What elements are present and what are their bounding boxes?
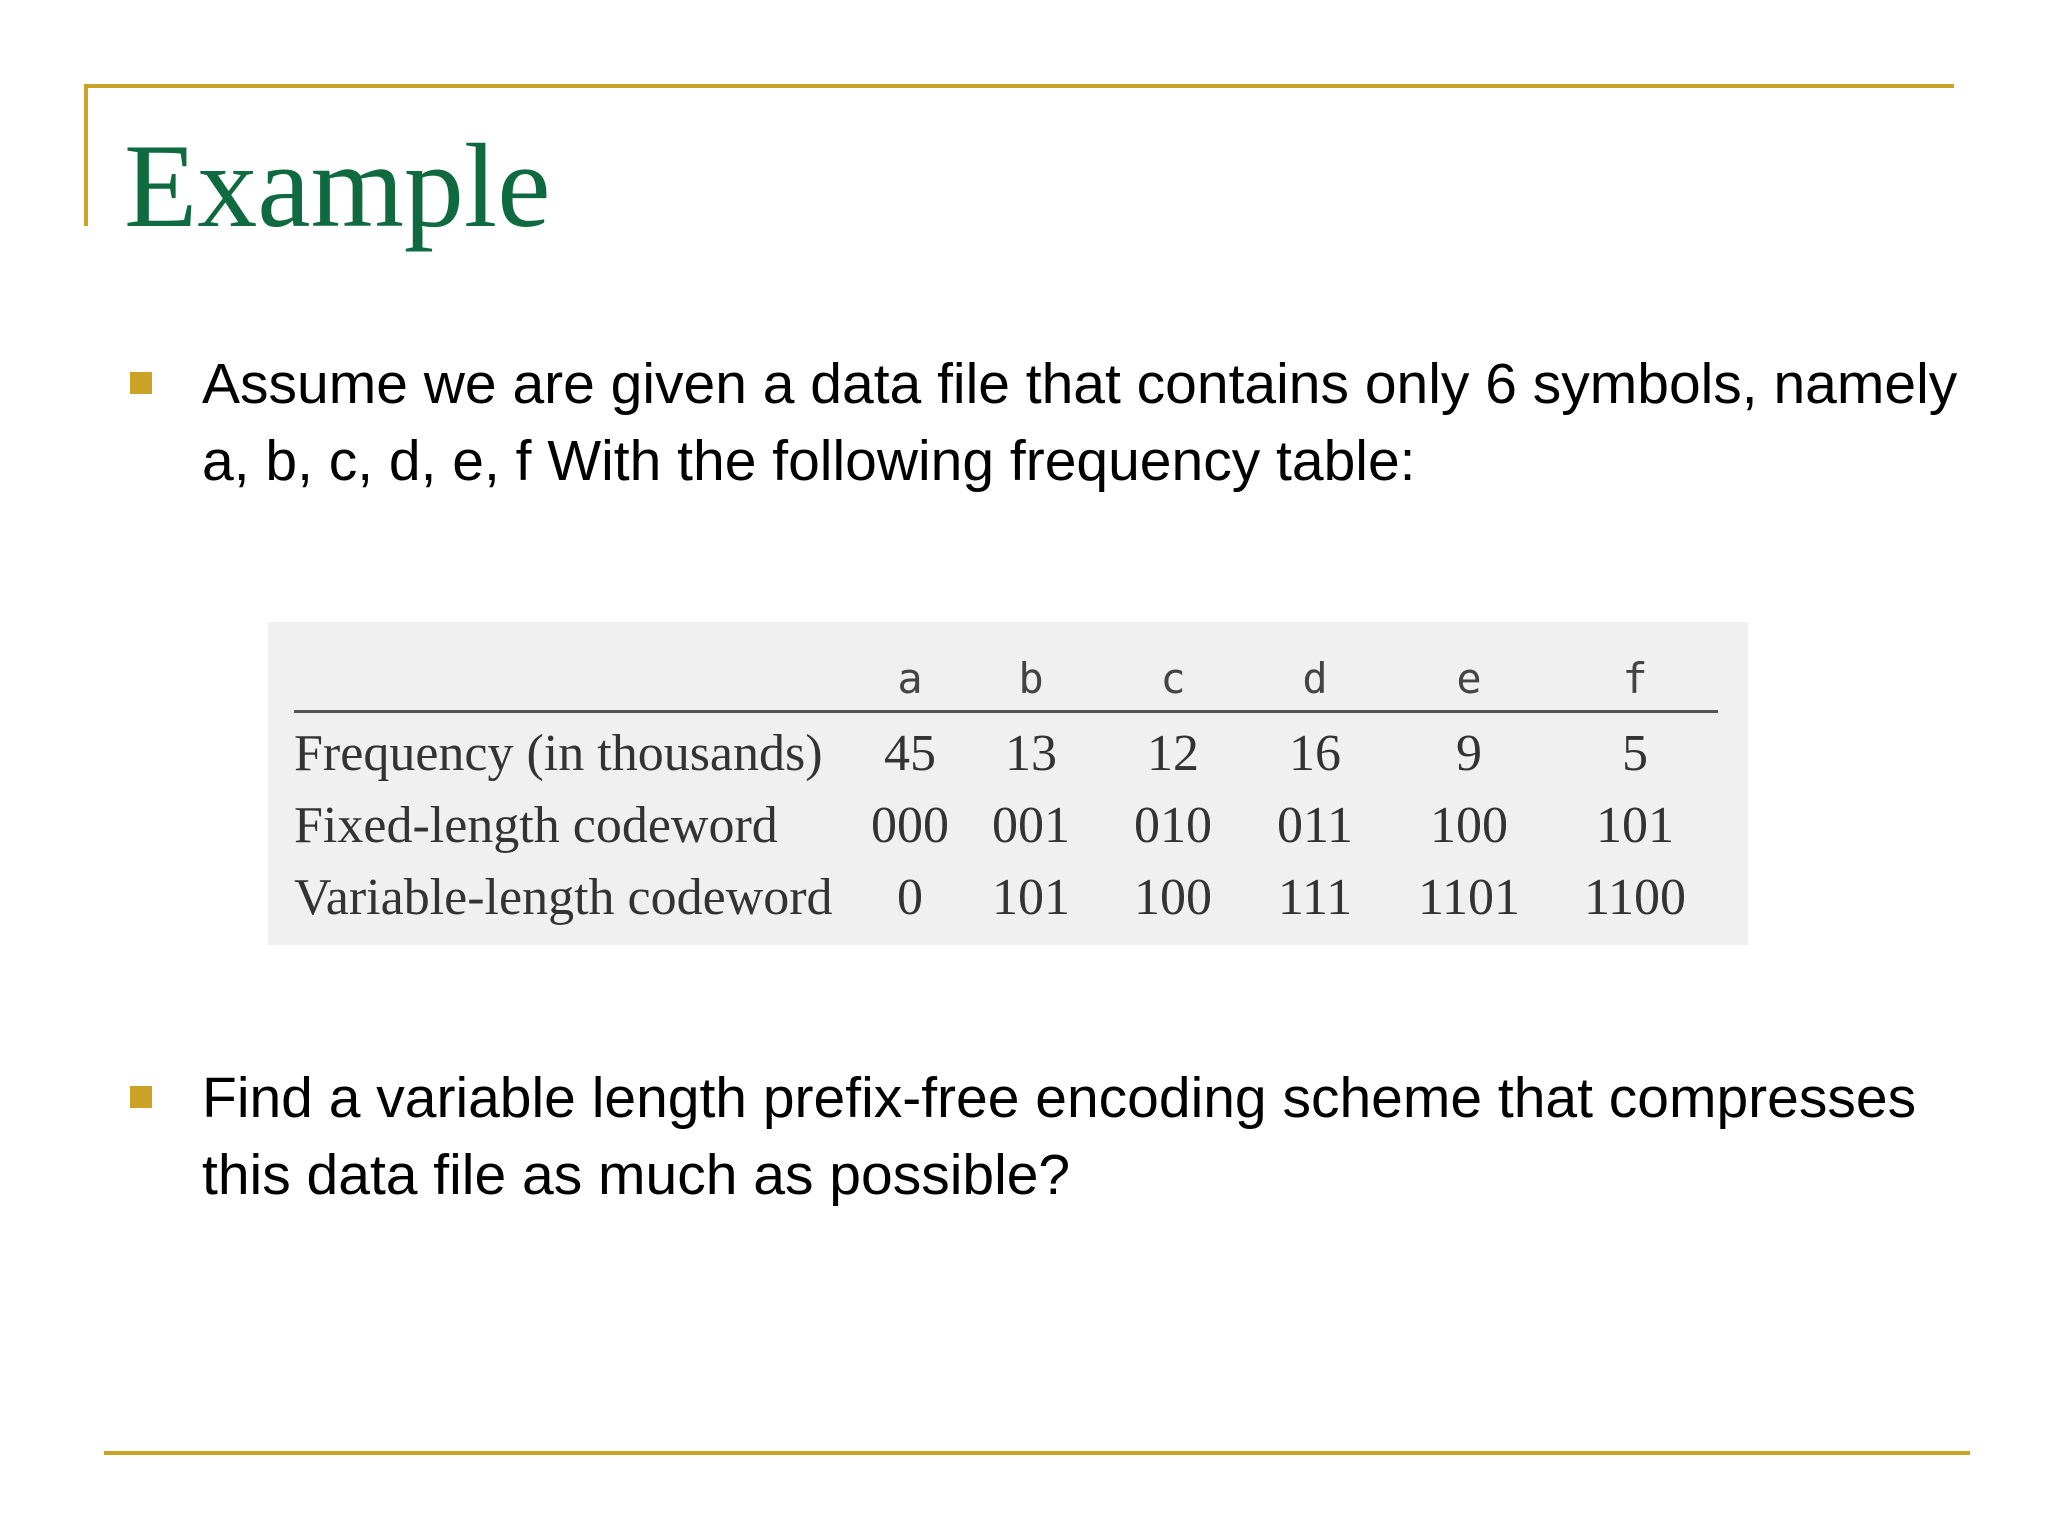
row-label: Fixed-length codeword — [294, 796, 778, 854]
slide-title: Example — [124, 119, 551, 252]
frequency-table-image — [268, 622, 1748, 945]
table-header-row — [294, 646, 1718, 712]
table-cell: 100 — [1430, 796, 1508, 854]
table-cell: 0 — [897, 868, 923, 926]
table-cell: 011 — [1276, 796, 1354, 854]
frequency-table — [294, 646, 1718, 933]
table-cell: 001 — [992, 796, 1070, 854]
table-cell: 16 — [1289, 724, 1341, 782]
table-cell: 45 — [884, 724, 936, 782]
table-row — [294, 861, 1718, 933]
table-cell: 111 — [1277, 868, 1353, 926]
table-cell: 9 — [1456, 724, 1482, 782]
table-cell: 1100 — [1583, 868, 1687, 926]
table-header-cell: a — [860, 646, 960, 712]
table-row — [294, 789, 1718, 861]
table-header-cell: c — [1102, 646, 1244, 712]
table-cell: 101 — [992, 868, 1070, 926]
table-header-corner — [294, 646, 860, 712]
table-cell: 1101 — [1417, 868, 1521, 926]
table-cell: 12 — [1147, 724, 1199, 782]
bullet-text-2: Find a variable length prefix-free encoding scheme that compresses this data file as much as possible? — [202, 1066, 1917, 1207]
square-bullet-icon — [130, 372, 152, 394]
table-header-cell: b — [960, 646, 1102, 712]
table-cell: 13 — [1005, 724, 1057, 782]
left-accent-line — [84, 84, 88, 226]
row-label: Frequency (in thousands) — [294, 724, 823, 782]
table-header-cell: d — [1244, 646, 1386, 712]
row-label: Variable-length codeword — [294, 868, 833, 926]
table-cell: 101 — [1596, 796, 1674, 854]
top-accent-line — [84, 84, 1954, 88]
table-cell: 000 — [871, 796, 949, 854]
bottom-accent-line — [104, 1451, 1970, 1455]
table-cell: 5 — [1622, 724, 1648, 782]
table-header-cell: f — [1552, 646, 1718, 712]
table-cell: 010 — [1134, 796, 1212, 854]
bullet-text-1: Assume we are given a data file that contains only 6 symbols, namely a, b, c, d, e, f With the following frequency table: — [202, 352, 1958, 493]
square-bullet-icon — [130, 1086, 152, 1108]
table-cell: 100 — [1134, 868, 1212, 926]
table-row — [294, 712, 1718, 790]
table-header-cell: e — [1386, 646, 1552, 712]
